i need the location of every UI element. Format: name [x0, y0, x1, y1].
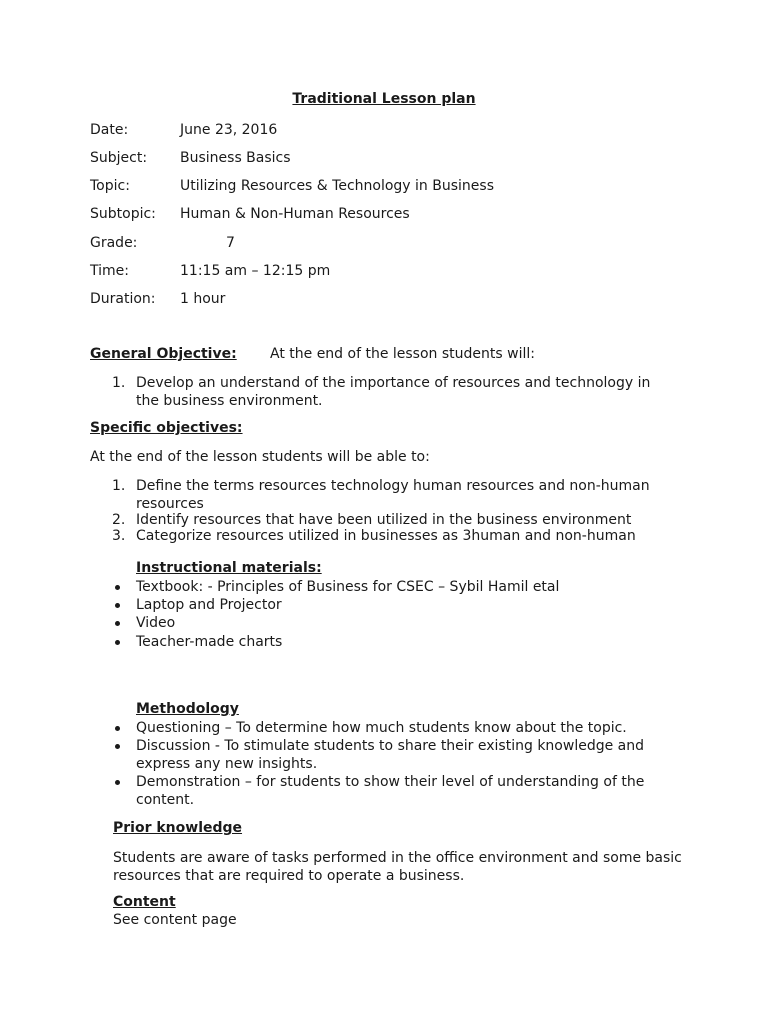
subtopic-label: Subtopic: — [90, 206, 156, 222]
list-item-text: Define the terms resources technology human resources and non-human resources — [136, 478, 650, 512]
subject-value: Business Basics — [180, 150, 291, 166]
bullet-icon — [115, 603, 120, 608]
topic-label: Topic: — [90, 178, 130, 194]
subject-label: Subject: — [90, 150, 148, 166]
list-number: 1. — [112, 375, 126, 391]
bullet-icon — [115, 621, 120, 626]
grade-label: Grade: — [90, 235, 138, 251]
subtopic-value: Human & Non-Human Resources — [180, 206, 410, 222]
list-item-text: Textbook: - Principles of Business for CSEC – Sybil Hamil etal — [136, 579, 560, 595]
time-label: Time: — [90, 263, 129, 279]
specific-objectives-intro: At the end of the lesson students will be able to: — [90, 449, 430, 465]
list-item-text: Video — [136, 615, 176, 631]
bullet-icon — [115, 640, 120, 645]
prior-knowledge-text: Students are aware of tasks performed in the office environment and some basic resources that are required to operate a business. — [113, 850, 682, 884]
list-item-text: Questioning – To determine how much students know about the topic. — [136, 720, 627, 736]
materials-heading: Instructional materials: — [136, 560, 322, 576]
bullet-icon — [115, 585, 120, 590]
list-number: 3. — [112, 528, 126, 544]
prior-knowledge-heading: Prior knowledge — [113, 820, 243, 836]
bullet-icon — [115, 744, 120, 749]
list-number: 2. — [112, 512, 126, 528]
list-item-text: Discussion - To stimulate students to share their existing knowledge and express any new insights. — [136, 738, 644, 772]
bullet-icon — [115, 780, 120, 785]
general-objective-heading: General Objective: — [90, 346, 237, 362]
grade-value: 7 — [226, 235, 235, 251]
duration-value: 1 hour — [180, 291, 226, 307]
list-item-text: Identify resources that have been utilized in the business environment — [136, 512, 632, 528]
content-heading: Content — [113, 894, 176, 910]
topic-value: Utilizing Resources & Technology in Business — [180, 178, 494, 194]
duration-label: Duration: — [90, 291, 156, 307]
bullet-icon — [115, 726, 120, 731]
methodology-heading: Methodology — [136, 701, 239, 717]
date-label: Date: — [90, 122, 129, 138]
document-title: Traditional Lesson plan — [292, 91, 476, 107]
list-item-text: Categorize resources utilized in businesses as 3human and non-human — [136, 528, 636, 544]
date-value: June 23, 2016 — [180, 122, 278, 138]
list-item-text: Develop an understand of the importance of resources and technology in the business environment. — [136, 375, 651, 409]
list-item-text: Laptop and Projector — [136, 597, 282, 613]
content-text: See content page — [113, 912, 237, 928]
list-item-text: Demonstration – for students to show their level of understanding of the content. — [136, 774, 645, 808]
specific-objectives-heading: Specific objectives: — [90, 420, 243, 436]
time-value: 11:15 am – 12:15 pm — [180, 263, 331, 279]
general-objective-intro: At the end of the lesson students will: — [270, 346, 535, 362]
list-number: 1. — [112, 478, 126, 494]
list-item-text: Teacher-made charts — [136, 634, 283, 650]
